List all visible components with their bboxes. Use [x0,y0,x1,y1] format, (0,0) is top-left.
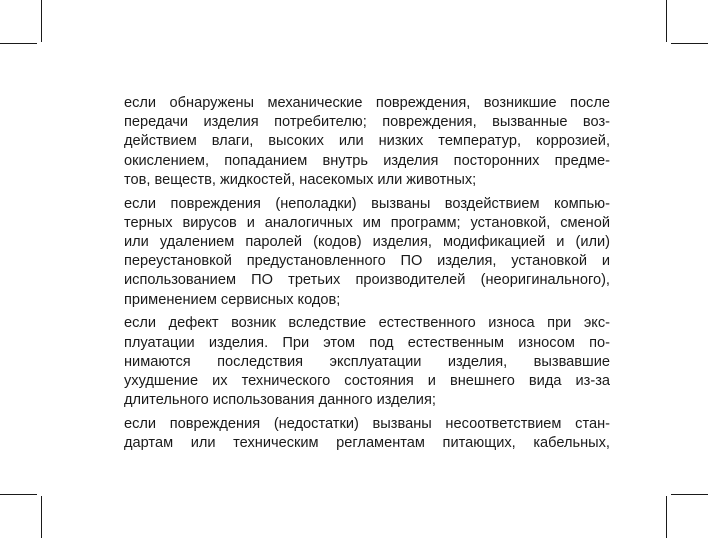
crop-mark-top-right-vertical [666,0,667,42]
text-line: действием влаги, высоких или низких температур, коррозией, [124,133,610,150]
text-line: терных вирусов и аналогичных им программ; установкой, сменой [124,214,610,231]
text-line: тов, веществ, жидкостей, насекомых или животных; [124,171,477,188]
crop-mark-bottom-right-vertical [666,496,667,538]
paragraph-software-damage [124,195,610,310]
document-body [124,94,610,458]
text-line: дартам или техническим регламентам питающих, кабельных, [124,435,610,452]
text-line: если дефект возник вследствие естественного износа при экс- [124,315,610,332]
text-line: если обнаружены механические повреждения, возникшие после [124,95,610,111]
text-line: ухудшение их технического состояния и внешнего вида из-за [124,373,610,390]
text-line: длительного использования данного изделия; [124,392,436,409]
text-line: или удалением паролей (кодов) изделия, модификацией и (или) [124,234,610,251]
text-line: переустановкой предустановленного ПО изделия, установкой и [124,253,610,270]
crop-mark-top-left-horizontal [0,43,37,44]
text-line: если повреждения (недостатки) вызваны несоответствием стан- [124,416,610,433]
paragraph-natural-wear [124,314,610,410]
text-line: применением сервисных кодов; [124,291,341,308]
text-line: нимаются последствия эксплуатации изделия, вызвавшие [124,353,610,370]
crop-mark-bottom-left-horizontal [0,494,37,495]
paragraph-standards-nonconformity [124,415,610,453]
crop-mark-top-left-vertical [41,0,42,42]
text-line: использованием ПО третьих производителей (неоригинального), [124,272,610,289]
crop-mark-bottom-left-vertical [41,496,42,538]
text-line: плуатации изделия. При этом под естественным износом по- [124,334,610,351]
paragraph-mechanical-damage [124,94,610,190]
crop-mark-bottom-right-horizontal [671,494,708,495]
crop-mark-top-right-horizontal [671,43,708,44]
text-line: окислением, попаданием внутрь изделия посторонних предме- [124,152,610,169]
text-line: если повреждения (неполадки) вызваны воздействием компью- [124,195,610,212]
text-line: передачи изделия потребителю; повреждения, вызванные воз- [124,114,610,131]
